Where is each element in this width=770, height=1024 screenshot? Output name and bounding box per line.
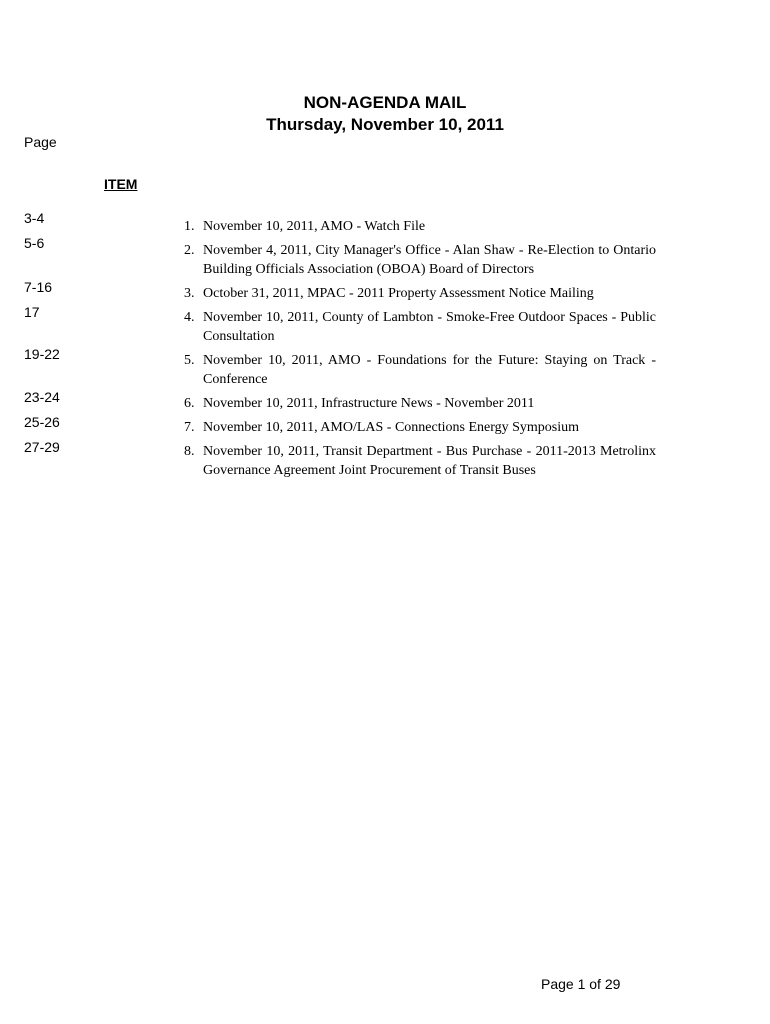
page-range: 27-29 — [24, 439, 60, 455]
list-item — [184, 351, 656, 389]
item-text: November 10, 2011, AMO/LAS - Connections Energy Symposium — [203, 420, 580, 435]
item-number: 3. — [184, 286, 195, 301]
page-range: 3-4 — [24, 210, 45, 226]
item-text: November 10, 2011, Transit Department - Bus Purchase - 2011-2013 Metrolinx Governance Agreement Joint Procurement of Transit Buses — [203, 444, 656, 478]
document-title: NON-AGENDA MAIL — [303, 93, 467, 112]
item-text: November 10, 2011, AMO - Foundations for the Future: Staying on Track - Conference — [203, 353, 656, 387]
item-text: October 31, 2011, MPAC - 2011 Property Assessment Notice Mailing — [203, 286, 594, 301]
item-number: 5. — [184, 353, 195, 368]
list-item — [184, 394, 656, 413]
page-range: 23-24 — [24, 389, 60, 405]
item-number: 1. — [184, 219, 195, 234]
item-text: November 4, 2011, City Manager's Office - Alan Shaw - Re-Election to Ontario Building Officials Association (OBOA) Board of Directors — [203, 243, 656, 277]
page-range: 7-16 — [24, 279, 53, 295]
page-range: 5-6 — [24, 235, 45, 251]
list-item — [184, 284, 656, 303]
page-column-label: Page — [24, 134, 57, 150]
document-header — [0, 92, 770, 136]
page-footer: Page 1 of 29 — [541, 976, 621, 992]
item-number: 7. — [184, 420, 195, 435]
list-item — [184, 217, 656, 236]
list-item — [184, 418, 656, 437]
item-number: 8. — [184, 444, 195, 459]
item-number: 4. — [184, 310, 195, 325]
item-number: 6. — [184, 396, 195, 411]
item-text: November 10, 2011, AMO - Watch File — [203, 219, 426, 234]
list-item — [184, 308, 656, 346]
page-range: 25-26 — [24, 414, 60, 430]
item-text: November 10, 2011, Infrastructure News - November 2011 — [203, 396, 535, 411]
page-range: 19-22 — [24, 346, 60, 362]
item-text: November 10, 2011, County of Lambton - Smoke-Free Outdoor Spaces - Public Consultation — [203, 310, 656, 344]
mail-item-list — [184, 217, 656, 485]
list-item — [184, 442, 656, 480]
page-range: 17 — [24, 304, 40, 320]
document-date: Thursday, November 10, 2011 — [266, 115, 504, 134]
item-number: 2. — [184, 243, 195, 258]
list-item — [184, 241, 656, 279]
item-column-label: ITEM — [104, 176, 138, 192]
